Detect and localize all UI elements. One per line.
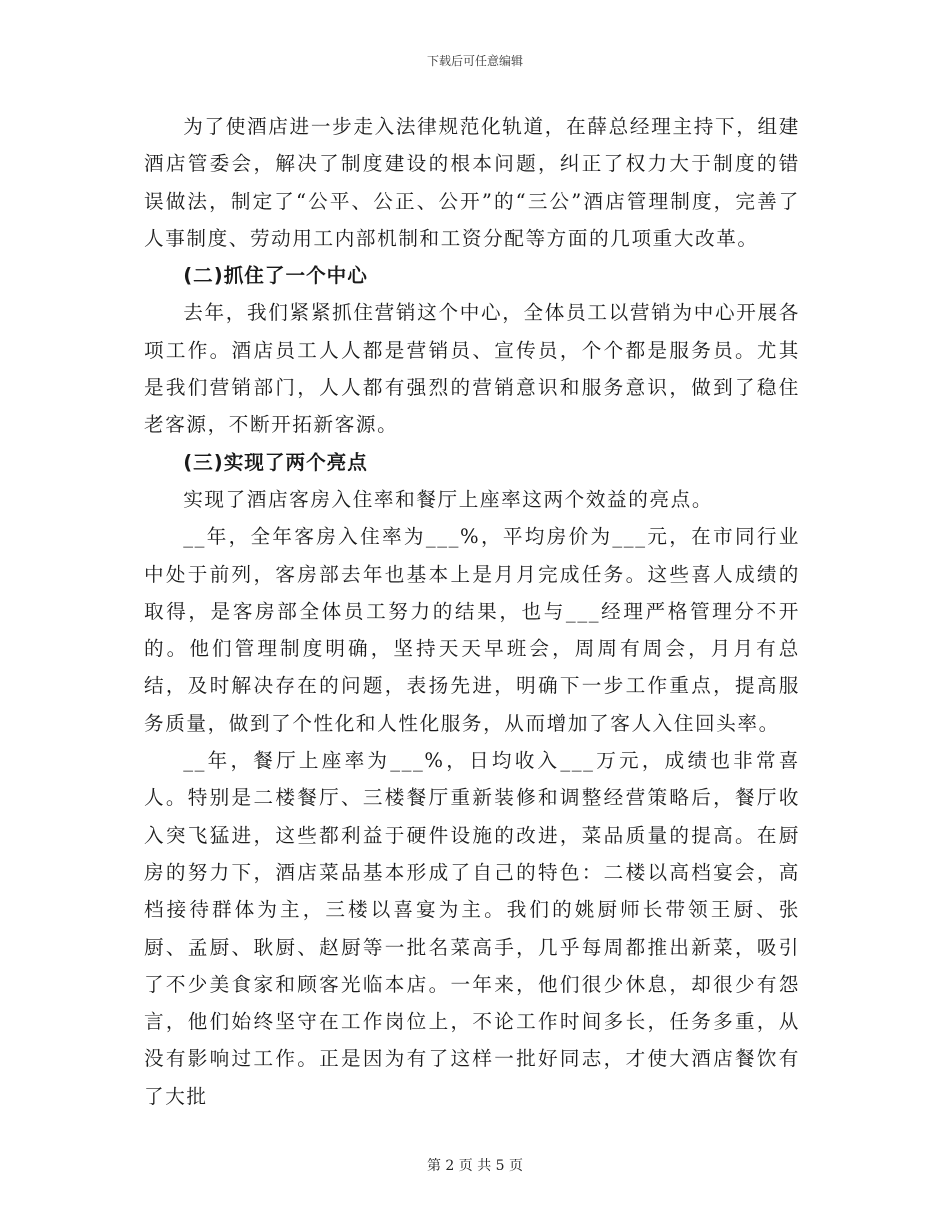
paragraph-management-reform: 为了使酒店进一步走入法律规范化轨道，在薛总经理主持下，组建酒店管委会，解决了制度建设的根本问题，纠正了权力大于制度的错误做法，制定了“公平、公正、公开”的“三公”酒店管理制度，完善了人事制度、劳动用工内部机制和工资分配等方面的几项重大改革。	[144, 115, 800, 250]
paragraph-restaurant-seating: __年，餐厅上座率为___%，日均收入___万元，成绩也非常喜人。特别是二楼餐厅、三楼餐厅重新装修和调整经营策略后，餐厅收入突飞猛进，这些都利益于硬件设施的改进，菜品质量的提高。在厨房的努力下，酒店菜品基本形成了自己的特色：二楼以高档宴会，高档接待群体为主，三楼以喜宴为主。我们的姚厨师长带领王厨、张厨、孟厨、耿厨、赵厨等一批名菜高手，几乎每周都推出新菜，吸引了不少美食家和顾客光临本店。一年来，他们很少休息，却很少有怨言，他们始终坚守在工作岗位上，不论工作时间多长，任务多重，从没有影响过工作。正是因为有了这样一批好同志，才使大酒店餐饮有了大批	[144, 749, 800, 1108]
document-body	[144, 108, 800, 1115]
paragraph-room-occupancy: __年，全年客房入住率为___%，平均房价为___元，在市同行业中处于前列，客房部去年也基本上是月月完成任务。这些喜人成绩的取得，是客房部全体员工努力的结果，也与___经理严格管理分不开的。他们管理制度明确，坚持天天早班会，周周有周会，月月有总结，及时解决存在的问题，表扬先进，明确下一步工作重点，提高服务质量，做到了个性化和人性化服务，从而增加了客人入住回头率。	[144, 525, 800, 735]
section-heading-one-center: (二)抓住了一个中心	[183, 264, 368, 288]
paragraph-marketing-center: 去年，我们紧紧抓住营销这个中心，全体员工以营销为中心开展各项工作。酒店员工人人都是营销员、宣传员，个个都是服务员。尤其是我们营销部门，人人都有强烈的营销意识和服务意识，做到了稳住老客源，不断开拓新客源。	[144, 301, 800, 437]
page-number: 第 2 页 共 5 页	[426, 1158, 524, 1174]
page-header-note: 下载后可任意编辑	[426, 54, 523, 68]
section-heading-two-highlights: (三)实现了两个亮点	[183, 450, 368, 474]
paragraph-highlights-intro: 实现了酒店客房入住率和餐厅上座率这两个效益的亮点。	[183, 487, 714, 511]
